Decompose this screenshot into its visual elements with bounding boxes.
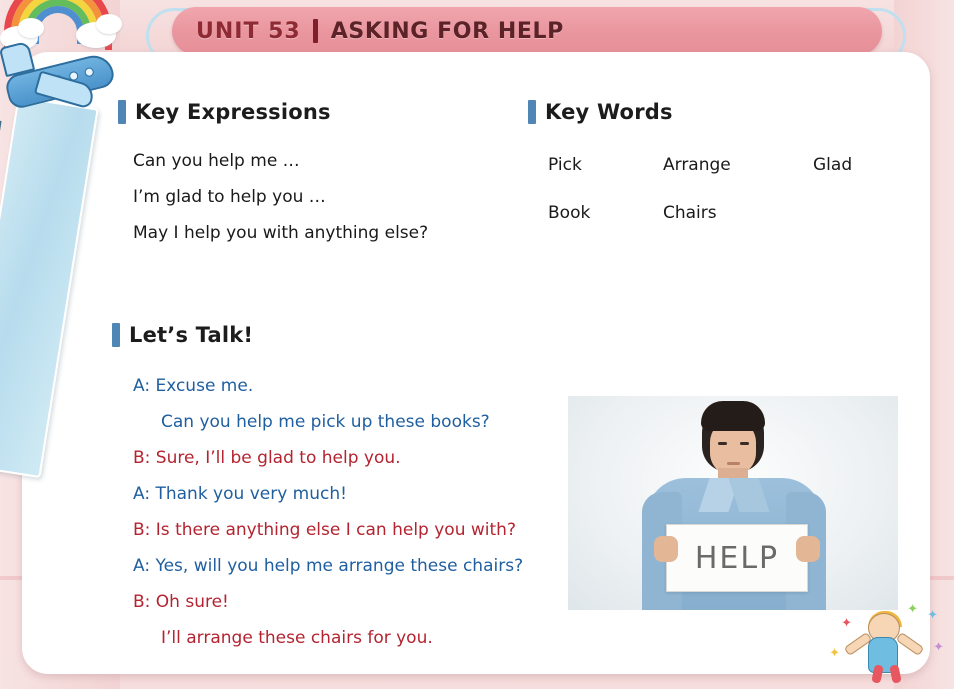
- photo-person-eye-right: [740, 442, 749, 445]
- dialog-line: Can you help me pick up these books?: [161, 412, 490, 432]
- page-title: ASKING FOR HELP: [330, 18, 564, 44]
- photo-person-hand-right: [796, 536, 820, 562]
- mascot-arm-right: [896, 632, 925, 656]
- key-expression-item: May I help you with anything else?: [133, 223, 429, 243]
- key-expressions-heading: [118, 100, 331, 124]
- key-expressions-list: [133, 143, 513, 251]
- dialog-line: A: Yes, will you help me arrange these chairs?: [133, 556, 524, 576]
- key-word-item: Arrange: [663, 155, 731, 175]
- photo-help-sign: [666, 524, 808, 592]
- unit-title-bar: [172, 7, 882, 55]
- star-icon: ✦: [927, 607, 938, 622]
- dialog-list: [133, 368, 563, 656]
- star-icon: ✦: [907, 601, 918, 616]
- key-expressions-heading-label: Key Expressions: [135, 100, 331, 124]
- photo-person-eye-left: [718, 442, 727, 445]
- unit-number: UNIT 53: [196, 18, 301, 44]
- star-icon: ✦: [841, 615, 852, 630]
- key-words-heading: [528, 100, 673, 124]
- key-word-item: Book: [548, 203, 591, 223]
- dialog-line: I’ll arrange these chairs for you.: [161, 628, 433, 648]
- star-icon: ✦: [933, 639, 944, 654]
- dialog-line: B: Is there anything else I can help you with?: [133, 520, 516, 540]
- key-word-item: Glad: [813, 155, 853, 175]
- title-separator: [313, 19, 318, 43]
- dialog-line: B: Sure, I’ll be glad to help you.: [133, 448, 401, 468]
- section-marker-icon: [118, 100, 126, 124]
- photo-person-mouth: [727, 462, 740, 465]
- photo-person-hand-left: [654, 536, 678, 562]
- key-word-item: Pick: [548, 155, 582, 175]
- airplane-window-icon: [84, 67, 95, 78]
- section-marker-icon: [112, 323, 120, 347]
- dialog-line: A: Excuse me.: [133, 376, 254, 396]
- key-expression-item: I’m glad to help you …: [133, 187, 326, 207]
- cloud-icon: [96, 14, 122, 34]
- mascot-illustration: [824, 603, 944, 683]
- photo-help-sign-text: HELP: [694, 540, 780, 576]
- key-word-item: Chairs: [663, 203, 717, 223]
- photo-person-hair: [701, 401, 765, 431]
- lets-talk-heading: [112, 323, 253, 347]
- dialog-line: B: Oh sure!: [133, 592, 229, 612]
- section-marker-icon: [528, 100, 536, 124]
- mascot-leg-right: [889, 664, 902, 683]
- dialog-line: A: Thank you very much!: [133, 484, 347, 504]
- key-words-heading-label: Key Words: [545, 100, 673, 124]
- help-photo: [568, 396, 898, 610]
- key-words-grid: [548, 148, 898, 230]
- key-word-spacer: [813, 196, 898, 230]
- lets-talk-heading-label: Let’s Talk!: [129, 323, 254, 347]
- cloud-icon: [18, 18, 44, 38]
- key-expression-item: Can you help me …: [133, 151, 300, 171]
- star-icon: ✦: [829, 645, 840, 660]
